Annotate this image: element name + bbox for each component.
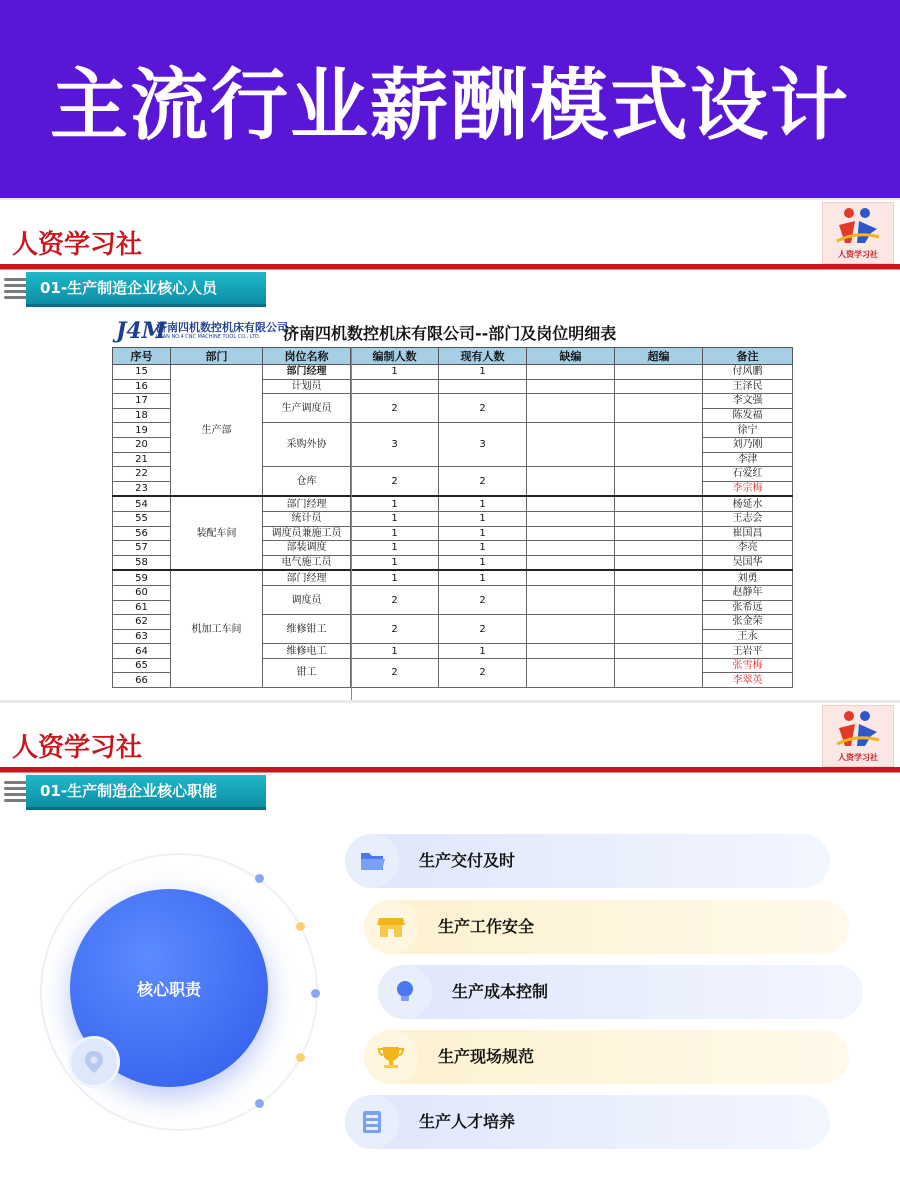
cell-planned: 3: [351, 423, 439, 467]
cell-shortage: [527, 394, 615, 423]
cell-current: 2: [439, 394, 527, 423]
cell-position: 采购外协: [263, 423, 351, 467]
store-icon: [364, 900, 418, 954]
orbit-dot: [255, 1099, 264, 1108]
cell-shortage: [527, 365, 615, 380]
duty-item-icon-bg: [345, 1095, 399, 1149]
cell-excess: [615, 511, 703, 526]
cell-department: 机加工车间: [171, 570, 263, 687]
company-logo: [116, 318, 288, 348]
cell-note: 李宗梅: [703, 481, 793, 496]
table-title: 济南四机数控机床有限公司--部门及岗位明细表: [283, 324, 617, 343]
cell-no: 19: [113, 423, 171, 438]
cell-position: 统计员: [263, 511, 351, 526]
cell-note: 李翠英: [703, 673, 793, 688]
col-header: 岗位名称: [263, 348, 351, 365]
cell-planned: 1: [351, 644, 439, 659]
cell-position: 计划员: [263, 379, 351, 394]
cell-note: 吴国华: [703, 555, 793, 570]
logo-text: 人资学习社: [838, 753, 878, 762]
duty-item-icon-bg: [378, 965, 432, 1019]
cell-current: 1: [439, 570, 527, 585]
cell-no: 63: [113, 629, 171, 644]
cell-note: 王岩平: [703, 644, 793, 659]
cell-planned: 2: [351, 585, 439, 614]
cell-shortage: [527, 644, 615, 659]
cell-position: 生产调度员: [263, 394, 351, 423]
cell-note: 张雪梅: [703, 658, 793, 673]
location-pin-icon: [71, 1039, 117, 1085]
duty-item-cost: [378, 965, 863, 1019]
cell-no: 66: [113, 673, 171, 688]
col-header: 序号: [113, 348, 171, 365]
cell-no: 64: [113, 644, 171, 659]
cell-excess: [615, 526, 703, 541]
duty-item-icon-bg: [345, 834, 399, 888]
trophy-icon: [364, 1030, 418, 1084]
cell-no: 59: [113, 570, 171, 585]
cell-no: 61: [113, 600, 171, 615]
orbit-dot: [296, 1053, 305, 1062]
cell-position: 电气施工员: [263, 555, 351, 570]
cell-position: 部装调度: [263, 541, 351, 556]
people-logo-icon: [835, 207, 881, 247]
cell-excess: [615, 615, 703, 644]
orbit-dot: [296, 922, 305, 931]
cell-no: 15: [113, 365, 171, 380]
header-divider-thin: [0, 772, 900, 773]
cell-position: 调度员兼施工员: [263, 526, 351, 541]
cabinet-icon: [345, 1095, 399, 1149]
duty-item-label: 生产交付及时: [419, 851, 516, 870]
cell-planned: 1: [351, 555, 439, 570]
cell-position: 部门经理: [263, 496, 351, 511]
cell-shortage: [527, 570, 615, 585]
col-header: 备注: [703, 348, 793, 365]
cell-note: 王泽民: [703, 379, 793, 394]
brand-name: 人资学习社: [12, 230, 143, 260]
cell-note: 李津: [703, 452, 793, 467]
cell-no: 17: [113, 394, 171, 409]
cell-no: 56: [113, 526, 171, 541]
cell-note: 刘勇: [703, 570, 793, 585]
cell-planned: 2: [351, 615, 439, 644]
cell-shortage: [527, 541, 615, 556]
banner-title: 主流行业薪酬模式设计: [49, 61, 850, 151]
cell-current: 1: [439, 555, 527, 570]
cell-position: 部门经理: [263, 570, 351, 585]
cell-excess: [615, 467, 703, 497]
cell-shortage: [527, 423, 615, 467]
cell-no: 55: [113, 511, 171, 526]
cell-planned: 1: [351, 526, 439, 541]
duty-item-label: 生产成本控制: [452, 982, 549, 1001]
location-badge: [68, 1036, 120, 1088]
cell-note: 李文强: [703, 394, 793, 409]
slide-core-functions: [0, 703, 900, 1200]
cell-excess: [615, 394, 703, 423]
cell-note: 付风鹏: [703, 365, 793, 380]
cell-no: 54: [113, 496, 171, 511]
cell-current: 2: [439, 585, 527, 614]
cell-note: 崔国昌: [703, 526, 793, 541]
cell-note: 张希远: [703, 600, 793, 615]
cell-current: 2: [439, 467, 527, 497]
orbit-dot: [311, 989, 320, 998]
cell-planned: 2: [351, 394, 439, 423]
cell-excess: [615, 541, 703, 556]
cell-note: 杨延水: [703, 496, 793, 511]
cell-excess: [615, 644, 703, 659]
company-logo-name: 济南四机数控机床有限公司: [156, 321, 288, 334]
header-divider-thin: [0, 269, 900, 270]
cell-shortage: [527, 585, 615, 614]
cell-current: 3: [439, 423, 527, 467]
duty-item-label: 生产现场规范: [438, 1047, 535, 1066]
cell-department: 生产部: [171, 365, 263, 497]
cell-note: 张金荣: [703, 615, 793, 630]
brand-logo: [822, 705, 894, 767]
cell-planned: 1: [351, 496, 439, 511]
col-header: 编制人数: [351, 348, 439, 365]
cell-planned: 1: [351, 511, 439, 526]
title-banner: [0, 0, 900, 198]
cell-position: 仓库: [263, 467, 351, 497]
cell-current: 2: [439, 615, 527, 644]
cell-position: 部门经理: [263, 365, 351, 380]
cell-planned: 1: [351, 365, 439, 380]
cell-current: [439, 379, 527, 394]
slide-core-personnel: [0, 200, 900, 700]
logo-text: 人资学习社: [838, 250, 878, 259]
cell-note: 王志会: [703, 511, 793, 526]
cell-current: 1: [439, 644, 527, 659]
cell-no: 60: [113, 585, 171, 600]
cell-no: 18: [113, 408, 171, 423]
col-header: 超编: [615, 348, 703, 365]
cell-no: 20: [113, 437, 171, 452]
col-header: 缺编: [527, 348, 615, 365]
people-logo-icon: [835, 710, 881, 750]
cell-planned: 1: [351, 541, 439, 556]
company-logo-name-en: JINAN NO.4 CNC MACHINE TOOL CO., LTD.: [156, 334, 261, 340]
duty-item-safety: [364, 900, 849, 954]
cell-current: 2: [439, 658, 527, 687]
cell-shortage: [527, 511, 615, 526]
section-tag-label: 01-生产制造企业核心人员: [26, 272, 266, 304]
table-header-row: [113, 348, 793, 365]
col-header: 部门: [171, 348, 263, 365]
folder-icon: [345, 834, 399, 888]
brand-name: 人资学习社: [12, 733, 143, 763]
cell-position: 调度员: [263, 585, 351, 614]
cell-note: 刘乃刚: [703, 437, 793, 452]
cell-note: 陈发福: [703, 408, 793, 423]
cell-shortage: [527, 555, 615, 570]
col-header: 现有人数: [439, 348, 527, 365]
cell-excess: [615, 379, 703, 394]
cell-department: 装配车间: [171, 496, 263, 570]
cell-excess: [615, 423, 703, 467]
cell-excess: [615, 585, 703, 614]
cell-shortage: [527, 658, 615, 687]
duty-item-icon-bg: [364, 900, 418, 954]
cell-shortage: [527, 496, 615, 511]
cell-current: 1: [439, 365, 527, 380]
cell-excess: [615, 496, 703, 511]
cell-no: 21: [113, 452, 171, 467]
cell-current: 1: [439, 541, 527, 556]
column-marker-line: [351, 347, 352, 700]
cell-current: 1: [439, 496, 527, 511]
cell-no: 16: [113, 379, 171, 394]
cell-no: 65: [113, 658, 171, 673]
duty-item-delivery: [345, 834, 830, 888]
cell-current: 1: [439, 511, 527, 526]
cell-planned: 1: [351, 570, 439, 585]
cell-no: 23: [113, 481, 171, 496]
duty-item-site: [364, 1030, 849, 1084]
cell-excess: [615, 570, 703, 585]
cell-excess: [615, 555, 703, 570]
cell-no: 62: [113, 615, 171, 630]
cell-no: 58: [113, 555, 171, 570]
table-row: [113, 365, 793, 380]
cell-planned: 2: [351, 658, 439, 687]
company-logo-mark: J4M: [116, 318, 167, 344]
cell-position: 维修电工: [263, 644, 351, 659]
cell-excess: [615, 365, 703, 380]
cell-shortage: [527, 467, 615, 497]
cell-position: 钳工: [263, 658, 351, 687]
cell-note: 李亮: [703, 541, 793, 556]
cell-note: 赵静年: [703, 585, 793, 600]
duty-item-talent: [345, 1095, 830, 1149]
table-row: [113, 496, 793, 511]
section-tag-label: 01-生产制造企业核心职能: [26, 775, 266, 807]
cell-shortage: [527, 379, 615, 394]
cell-excess: [615, 658, 703, 687]
duty-item-label: 生产人才培养: [419, 1112, 516, 1131]
cell-no: 57: [113, 541, 171, 556]
duty-item-icon-bg: [364, 1030, 418, 1084]
core-duty-label: 核心职责: [136, 979, 201, 999]
brand-logo: [822, 202, 894, 264]
cell-planned: 2: [351, 467, 439, 497]
cell-note: 徐宁: [703, 423, 793, 438]
cell-note: 王永: [703, 629, 793, 644]
cell-note: 石爱红: [703, 467, 793, 482]
cell-planned: [351, 379, 439, 394]
cell-shortage: [527, 615, 615, 644]
orbit-dot: [255, 874, 264, 883]
cell-current: 1: [439, 526, 527, 541]
duty-item-label: 生产工作安全: [438, 917, 535, 936]
cell-no: 22: [113, 467, 171, 482]
cell-shortage: [527, 526, 615, 541]
department-position-table: [112, 347, 793, 688]
cell-position: 维修钳工: [263, 615, 351, 644]
table-row: [113, 570, 793, 585]
lightbulb-icon: [378, 965, 432, 1019]
